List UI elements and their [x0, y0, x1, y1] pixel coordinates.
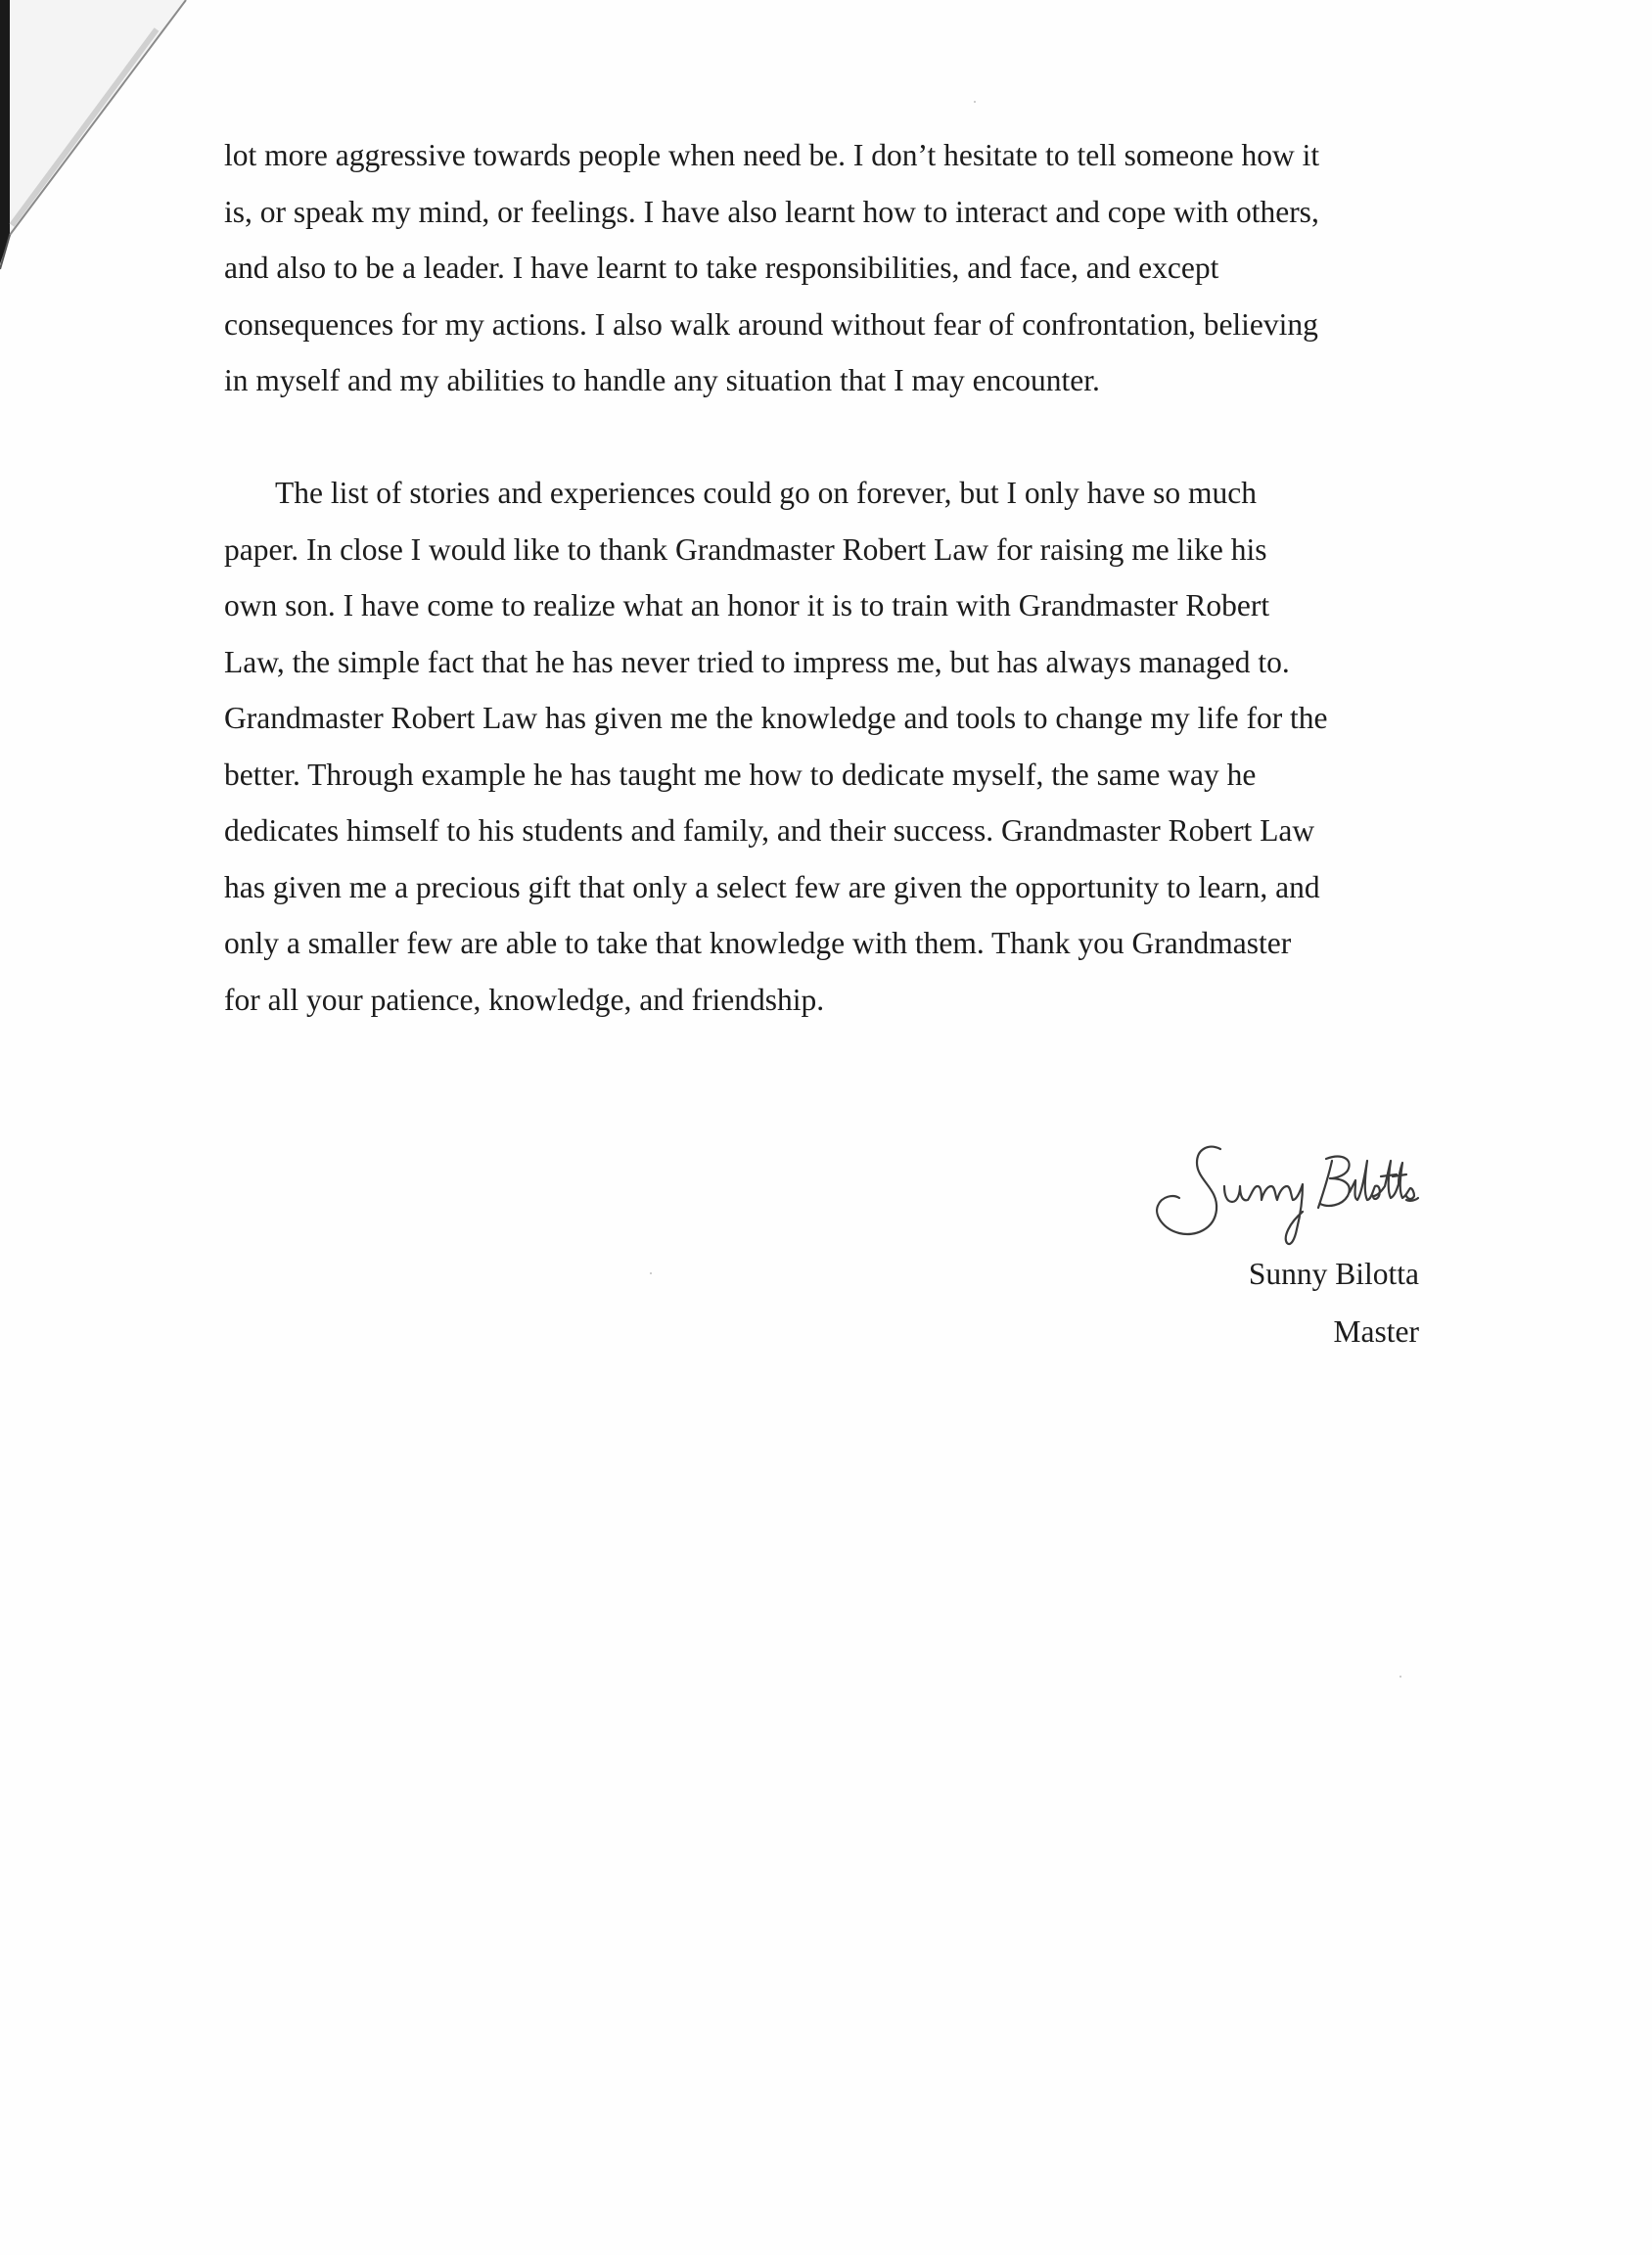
paragraph-2-line: The list of stories and experiences could go on forever, but I only have so much	[275, 476, 1257, 510]
paragraph-1-line: consequences for my actions. I also walk around without fear of confrontation, believing	[224, 306, 1318, 342]
paragraph-2-line: Grandmaster Robert Law has given me the knowledge and tools to change my life for the	[224, 701, 1328, 735]
paragraph-1-line: is, or speak my mind, or feelings. I have also learnt how to interact and cope with others,	[224, 194, 1319, 229]
paragraph-2-line: paper. In close I would like to thank Grandmaster Robert Law for raising me like his	[224, 531, 1267, 567]
paragraph-2-line: dedicates himself to his students and family, and their success. Grandmaster Robert Law	[224, 813, 1315, 848]
scan-speck	[974, 101, 976, 103]
paragraph-2-line: better. Through example he has taught me how to dedicate myself, the same way he	[224, 757, 1257, 792]
folded-corner-shadow	[0, 0, 196, 284]
signer-title: Master	[1333, 1314, 1419, 1349]
letter-body	[224, 127, 1477, 1028]
paragraph-1-line: lot more aggressive towards people when need be. I don’t hesitate to tell someone how it	[224, 138, 1320, 172]
paragraph-2-line: own son. I have come to realize what an honor it is to train with Grandmaster Robert	[224, 588, 1270, 622]
scan-speck	[1400, 1676, 1401, 1678]
signer-name: Sunny Bilotta	[1248, 1257, 1419, 1291]
paragraph-1	[224, 127, 1477, 409]
paragraph-2-line: Law, the simple fact that he has never tried to impress me, but has always managed to.	[224, 644, 1290, 679]
paragraph-2-line: for all your patience, knowledge, and friendship.	[224, 982, 825, 1017]
paragraph-1-line: and also to be a leader. I have learnt to take responsibilities, and face, and except	[224, 251, 1219, 285]
paragraph-2	[224, 465, 1477, 1028]
scan-speck	[650, 1272, 652, 1274]
handwritten-signature	[1140, 1135, 1419, 1253]
paragraph-2-line: only a smaller few are able to take that knowledge with them. Thank you Grandmaster	[224, 926, 1292, 960]
paragraph-1-line: in myself and my abilities to handle any situation that I may encounter.	[224, 363, 1100, 397]
paragraph-2-line: has given me a precious gift that only a select few are given the opportunity to learn, and	[224, 869, 1320, 904]
